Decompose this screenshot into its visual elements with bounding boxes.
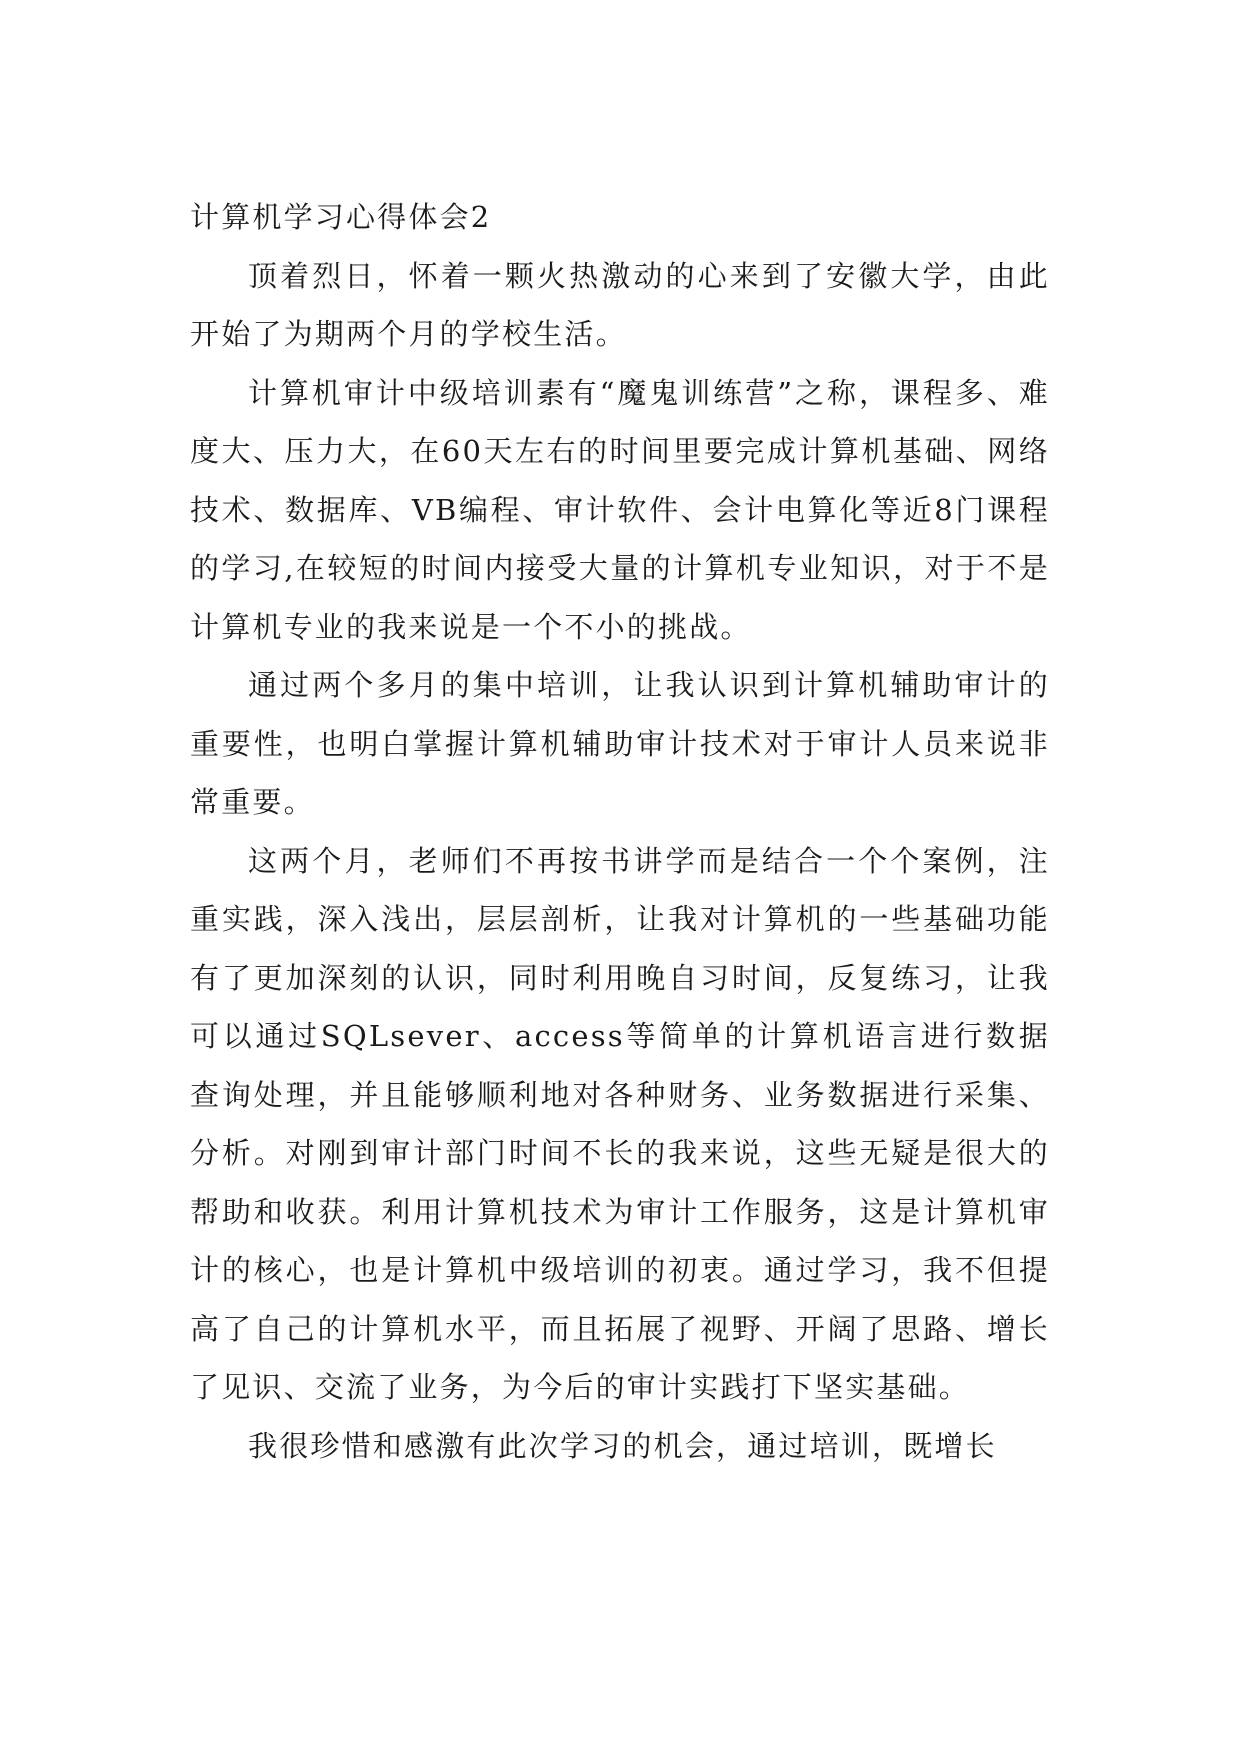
document-body — [190, 188, 1050, 1475]
paragraph-training-intro: 计算机审计中级培训素有“魔鬼训练营”之称，课程多、难度大、压力大，在60天左右的时间里要完成计算机基础、网络技术、数据库、VB编程、审计软件、会计电算化等近8门课程的学习,在较短的时间内接受大量的计算机专业知识，对于不是计算机专业的我来说是一个不小的挑战。 — [190, 375, 1050, 644]
document-title: 计算机学习心得体会2 — [190, 200, 492, 234]
paragraph-importance: 通过两个多月的集中培训，让我认识到计算机辅助审计的重要性，也明白掌握计算机辅助审计技术对于审计人员来说非常重要。 — [190, 668, 1050, 819]
paragraph-gratitude: 我很珍惜和感激有此次学习的机会，通过培训，既增长 — [248, 1428, 997, 1463]
paragraph-arrival: 顶着烈日，怀着一颗火热激动的心来到了安徽大学，由此开始了为期两个月的学校生活。 — [190, 258, 1050, 351]
paragraph-teaching: 这两个月，老师们不再按书讲学而是结合一个个案例，注重实践，深入浅出，层层剖析，让我对计算机的一些基础功能有了更加深刻的认识，同时利用晚自习时间，反复练习，让我可以通过SQLsever、access等简单的计算机语言进行数据查询处理，并且能够顺利地对各种财务、业务数据进行采集、分析。对刚到审计部门时间不长的我来说，这些无疑是很大的帮助和收获。利用计算机技术为审计工作服务，这是计算机审计的核心，也是计算机中级培训的初衷。通过学习，我不但提高了自己的计算机水平，而且拓展了视野、开阔了思路、增长了见识、交流了业务，为今后的审计实践打下坚实基础。 — [190, 843, 1050, 1404]
